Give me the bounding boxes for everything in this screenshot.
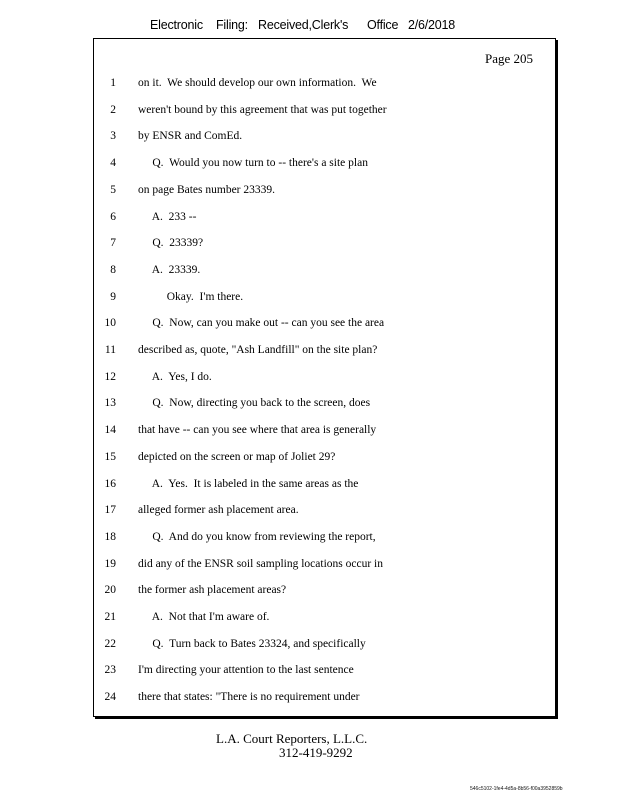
line-text: on page Bates number 23339.: [138, 183, 276, 196]
transcript-line: [94, 554, 554, 574]
line-text: by ENSR and ComEd.: [138, 130, 243, 143]
line-text: on it. We should develop our own information. We: [138, 77, 377, 89]
transcript-line: [94, 393, 554, 413]
court-reporter-name: L.A. Court Reporters, L.L.C.: [216, 731, 368, 746]
line-text: A. 23339.: [138, 263, 201, 276]
line-text: Q. Now, directing you back to the screen, does: [138, 397, 371, 410]
transcript-page: [93, 38, 556, 717]
transcript-line: [94, 180, 554, 200]
transcript-line: [94, 340, 554, 360]
line-text: Q. Would you now turn to -- there's a site plan: [138, 157, 368, 170]
header-office: Office: [367, 18, 399, 32]
transcript-line: [94, 260, 554, 280]
line-number: 4: [110, 157, 116, 170]
line-text: did any of the ENSR soil sampling locations occur in: [138, 557, 383, 570]
line-number: 19: [104, 557, 116, 570]
document-id: 546c5102-1fe4-4d5a-8b56-f00a3952859b: [470, 786, 563, 792]
line-number: 11: [104, 344, 116, 356]
line-number: 21: [104, 611, 116, 623]
line-number: 6: [110, 210, 116, 223]
line-text: I'm directing your attention to the last sentence: [138, 664, 354, 677]
line-number: 17: [104, 504, 116, 517]
line-text: Okay. I'm there.: [138, 290, 244, 303]
line-number: 9: [110, 290, 116, 303]
line-number: 12: [104, 370, 116, 383]
transcript-line: [94, 634, 554, 654]
line-text: A. Yes. It is labeled in the same areas as the: [138, 477, 359, 490]
line-number: 1: [110, 77, 116, 89]
line-number: 24: [104, 691, 116, 704]
line-text: that have -- can you see where that area is generally: [138, 424, 377, 437]
line-number: 2: [110, 103, 116, 116]
line-text: Q. Turn back to Bates 23324, and specifically: [138, 637, 366, 650]
transcript-line: [94, 660, 554, 680]
line-number: 5: [110, 183, 116, 196]
transcript-line: [94, 100, 554, 120]
line-text: A. Yes, I do.: [138, 370, 212, 383]
line-number: 13: [104, 397, 116, 410]
transcript-line: [94, 687, 554, 707]
transcript-line: [94, 420, 554, 440]
line-text: alleged former ash placement area.: [138, 504, 299, 517]
transcript-line: [94, 527, 554, 547]
transcript-line: [94, 126, 554, 146]
line-number: 23: [104, 664, 116, 677]
line-number: 20: [104, 584, 116, 597]
transcript-line: [94, 233, 554, 253]
header-date: 2/6/2018: [408, 18, 456, 32]
line-text: weren't bound by this agreement that was put together: [138, 103, 387, 116]
line-number: 15: [104, 450, 116, 463]
line-number: 8: [110, 263, 116, 276]
line-number: 7: [110, 237, 116, 250]
line-number: 10: [104, 317, 116, 330]
transcript-line: [94, 153, 554, 173]
transcript-line: [94, 287, 554, 307]
line-number: 3: [110, 130, 116, 143]
line-number: 16: [104, 477, 116, 490]
transcript-line: [94, 73, 554, 93]
transcript-line: [94, 367, 554, 387]
line-text: Q. Now, can you make out -- can you see the area: [138, 317, 385, 330]
transcript-line: [94, 580, 554, 600]
line-text: A. Not that I'm aware of.: [138, 611, 270, 623]
line-number: 18: [104, 530, 116, 543]
line-text: there that states: "There is no requirement under: [138, 691, 360, 704]
header-filing: Filing:: [216, 18, 248, 32]
header-electronic: Electronic: [150, 18, 203, 32]
transcript-line: [94, 474, 554, 494]
line-text: the former ash placement areas?: [138, 584, 287, 597]
line-text: Q. 23339?: [138, 237, 204, 250]
transcript-line: [94, 207, 554, 227]
transcript-line: [94, 607, 554, 627]
header-received: Received,Clerk's: [258, 18, 349, 32]
line-number: 14: [104, 424, 116, 437]
line-number: 22: [104, 637, 116, 650]
court-reporter-phone: 312-419-9292: [279, 745, 353, 760]
filing-header: [0, 16, 618, 36]
line-text: described as, quote, "Ash Landfill" on the site plan?: [138, 344, 378, 356]
page-number: Page 205: [484, 51, 533, 66]
transcript-line: [94, 447, 554, 467]
line-text: Q. And do you know from reviewing the report,: [138, 530, 376, 543]
transcript-line: [94, 313, 554, 333]
transcript-line: [94, 500, 554, 520]
line-text: A. 233 --: [138, 210, 197, 223]
line-text: depicted on the screen or map of Joliet 29?: [138, 450, 336, 463]
